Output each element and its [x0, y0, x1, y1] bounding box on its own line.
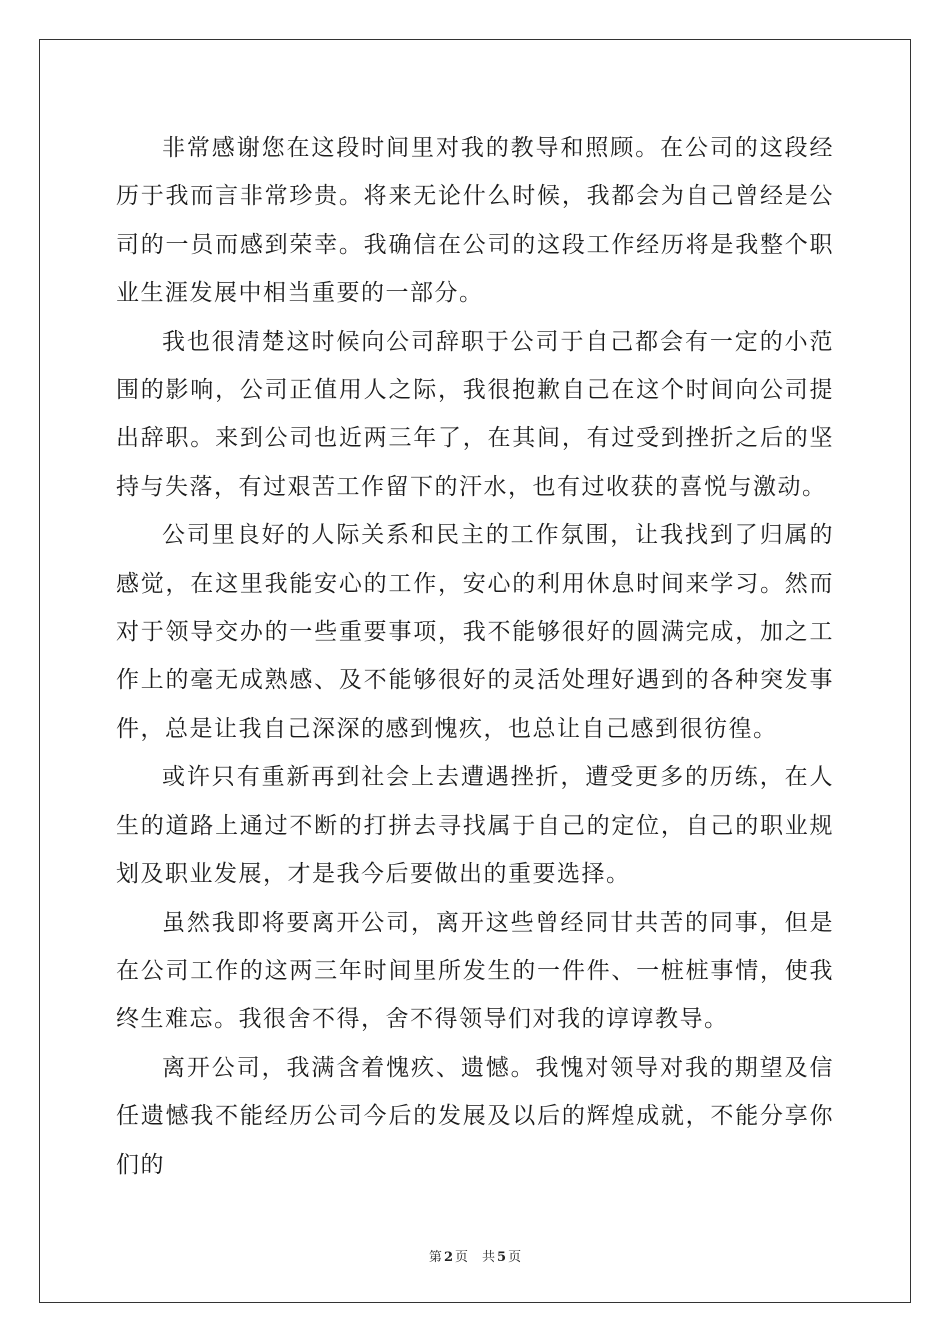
page-number: 2	[443, 1250, 453, 1265]
paragraph-3: 公司里良好的人际关系和民主的工作氛围，让我找到了归属的感觉，在这里我能安心的工作，安心的利用休息时间来学习。然而对于领导交办的一些重要事项，我不能够很好的圆满完成，加之工作上的毫无成熟感、及不能够很好的灵活处理好遇到的各种突发事件，总是让我自己深深的感到愧疚，也总让自己感到很彷徨。	[116, 522, 834, 742]
total-suffix: 页	[508, 1250, 522, 1265]
paragraph-2: 我也很清楚这时候向公司辞职于公司于自己都会有一定的小范围的影响，公司正值用人之际，我很抱歉自己在这个时间向公司提出辞职。来到公司也近两三年了，在其间，有过受到挫折之后的坚持与失落，有过艰苦工作留下的汗水，也有过收获的喜悦与激动。	[116, 328, 834, 500]
paragraph-5: 虽然我即将要离开公司，离开这些曾经同甘共苦的同事，但是在公司工作的这两三年时间里所发生的一件件、一桩桩事情，使我终生难忘。我很舍不得，舍不得领导们对我的谆谆教导。	[116, 909, 834, 1033]
paragraph-6: 离开公司，我满含着愧疚、遗憾。我愧对领导对我的期望及信任遗憾我不能经历公司今后的发展及以后的辉煌成就，不能分享你们的	[116, 1054, 834, 1178]
paragraph-4: 或许只有重新再到社会上去遭遇挫折，遭受更多的历练，在人生的道路上通过不断的打拼去寻找属于自己的定位，自己的职业规划及职业发展，才是我今后要做出的重要选择。	[116, 764, 834, 888]
total-prefix: 共	[482, 1250, 496, 1265]
page-prefix: 第	[428, 1250, 442, 1265]
page-suffix: 页	[454, 1250, 468, 1265]
total-pages: 5	[497, 1250, 507, 1265]
paragraph-1: 非常感谢您在这段时间里对我的教导和照顾。在公司的这段经历于我而言非常珍贵。将来无论什么时候，我都会为自己曾经是公司的一员而感到荣幸。我确信在公司的这段工作经历将是我整个职业生涯发展中相当重要的一部分。	[116, 135, 834, 307]
document-body	[116, 124, 834, 1189]
page-footer	[0, 1246, 950, 1265]
